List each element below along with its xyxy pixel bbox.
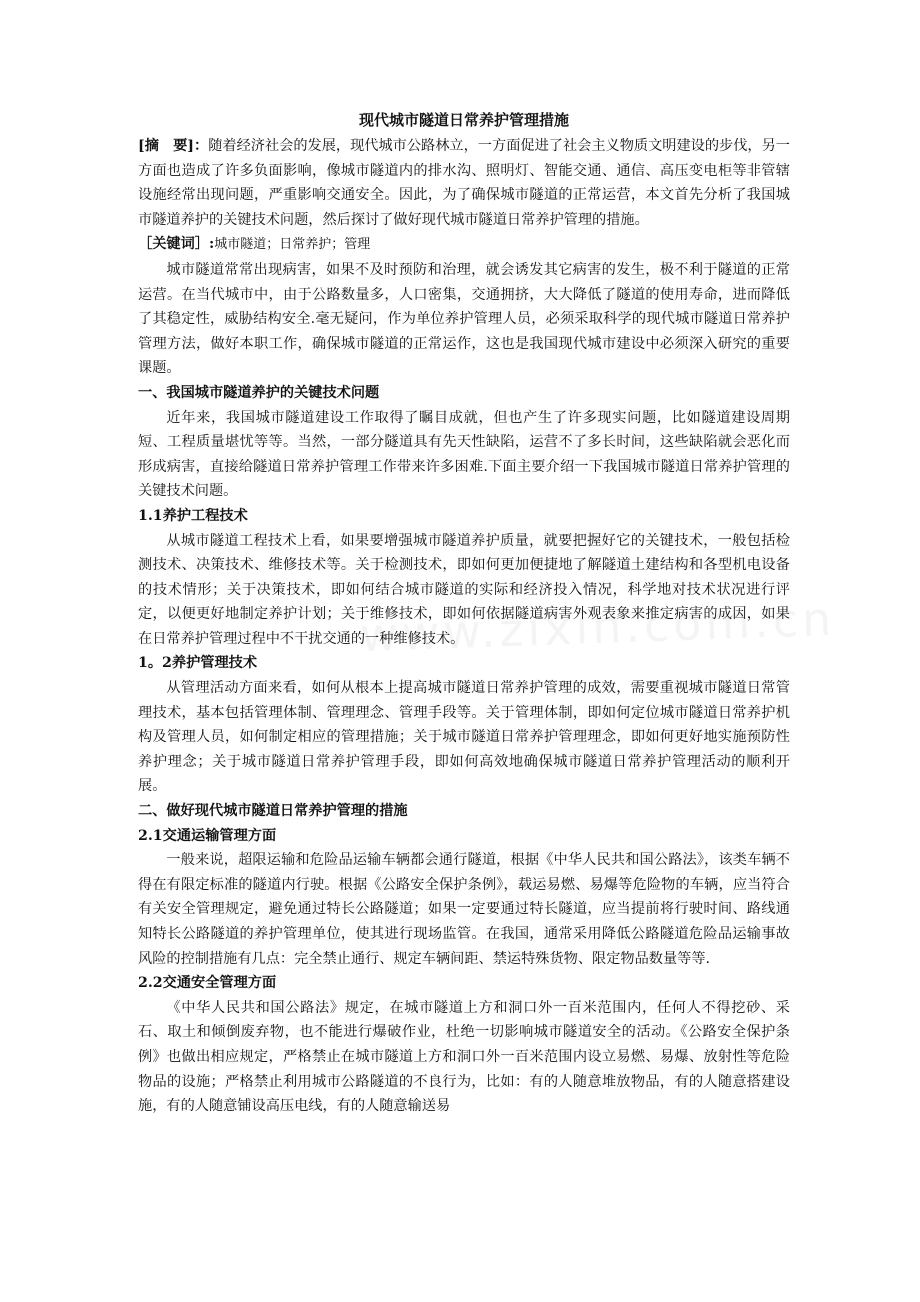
abstract xyxy=(138,134,790,232)
section-1-1-heading: 1.1养护工程技术 xyxy=(138,507,248,524)
keywords-text: 城市隧道；日常养护；管理 xyxy=(214,237,371,253)
section-2-heading: 二、做好现代城市隧道日常养护管理的措施 xyxy=(138,803,408,820)
section-1-paragraph: 近年来，我国城市隧道建设工作取得了瞩目成就，但也产生了许多现实问题，比如隧道建设周期短、工程质量堪忧等等。当然，一部分隧道具有先天性缺陷，运营不了多长时间，这些缺陷就会恶化而形成病害，直接给隧道日常养护管理工作带来许多困难.下面主要介绍一下我国城市隧道日常养护管理的关键技术问题。 xyxy=(138,409,790,500)
abstract-label: [摘 要]： xyxy=(138,138,209,154)
abstract-text: 随着经济社会的发展，现代城市公路林立，一方面促进了社会主义物质文明建设的步伐，另一方面也造成了许多负面影响，像城市隧道内的排水沟、照明灯、智能交通、通信、高压变电柜等非管辖设施经常出现问题，严重影响交通安全。因此，为了确保城市隧道的正常运营，本文首先分析了我国城市隧道养护的关键技术问题，然后探讨了做好现代城市隧道日常养护管理的措施。 xyxy=(138,138,790,228)
section-2-2-heading: 2.2交通安全管理方面 xyxy=(138,975,277,992)
section-1-2-heading: 1。2养护管理技术 xyxy=(138,655,258,672)
section-1-2-paragraph: 从管理活动方面来看，如何从根本上提高城市隧道日常养护管理的成效，需要重视城市隧道日常管理技术，基本包括管理体制、管理理念、管理手段等。关于管理体制，即如何定位城市隧道日常养护机构及管理人员，如何制定相应的管理措施；关于城市隧道日常养护管理理念，即如何更好地实施预防性养护理念；关于城市隧道日常养护管理手段，即如何高效地确保城市隧道日常养护管理活动的顺利开展。 xyxy=(138,680,790,795)
section-2-2-paragraph: 《中华人民共和国公路法》规定，在城市隧道上方和洞口外一百米范围内，任何人不得挖砂、采石、取土和倾倒废弃物，也不能进行爆破作业，杜绝一切影响城市隧道安全的活动。《公路安全保护条例》也做出相应规定，严格禁止在城市隧道上方和洞口外一百米范围内设立易燃、易爆、放射性等危险物品的设施；严格禁止利用城市公路隧道的不良行为，比如：有的人随意堆放物品，有的人随意搭建设施，有的人随意铺设高压电线，有的人随意输送易 xyxy=(138,999,790,1115)
section-1-heading: 一、我国城市隧道养护的关键技术问题 xyxy=(138,384,380,401)
section-2-1-heading: 2.1交通运输管理方面 xyxy=(138,827,277,844)
section-2-1-paragraph: 一般来说，超限运输和危险品运输车辆都会通行隧道，根据《中华人民共和国公路法》，该类车辆不得在有限定标准的隧道内行驶。根据《公路安全保护条例》，载运易燃、易爆等危险物的车辆，应当符合有关安全管理规定，避免通过特长公路隧道；如果一定要通过特长隧道，应当提前将行驶时间、路线通知特长公路隧道的养护管理单位，使其进行现场监管。在我国，通常采用降低公路隧道危险品运输事故风险的控制措施有几点：完全禁止通行、规定车辆间距、禁运特殊货物、限定物品数量等等. xyxy=(138,852,790,967)
section-1-1-paragraph: 从城市隧道工程技术上看，如果要增强城市隧道养护质量，就要把握好它的关键技术，一般包括检测技术、决策技术、维修技术等。关于检测技术，即如何更加便捷地了解隧道土建结构和各型机电设备的技术情形；关于决策技术，即如何结合城市隧道的实际和经济投入情况，科学地对技术状况进行评定，以便更好地制定养护计划；关于维修技术，即如何依据隧道病害外观表象来推定病害的成因，如果在日常养护管理过程中不干扰交通的一种维修技术。 xyxy=(138,532,790,647)
intro-paragraph: 城市隧道常常出现病害，如果不及时预防和治理，就会诱发其它病害的发生，极不利于隧道的正常运营。在当代城市中，由于公路数量多，人口密集，交通拥挤，大大降低了隧道的使用寿命，进而降低了其稳定性，威胁结构安全.毫无疑问，作为单位养护管理人员，必须采取科学的现代城市隧道日常养护管理方法，做好本职工作，确保城市隧道的正常运作，这也是我国现代城市建设中必须深入研究的重要课题。 xyxy=(138,261,790,377)
keywords-label: ［关键词］: xyxy=(138,236,215,253)
document-title: 现代城市隧道日常养护管理措施 xyxy=(358,111,569,129)
keywords xyxy=(138,232,790,258)
